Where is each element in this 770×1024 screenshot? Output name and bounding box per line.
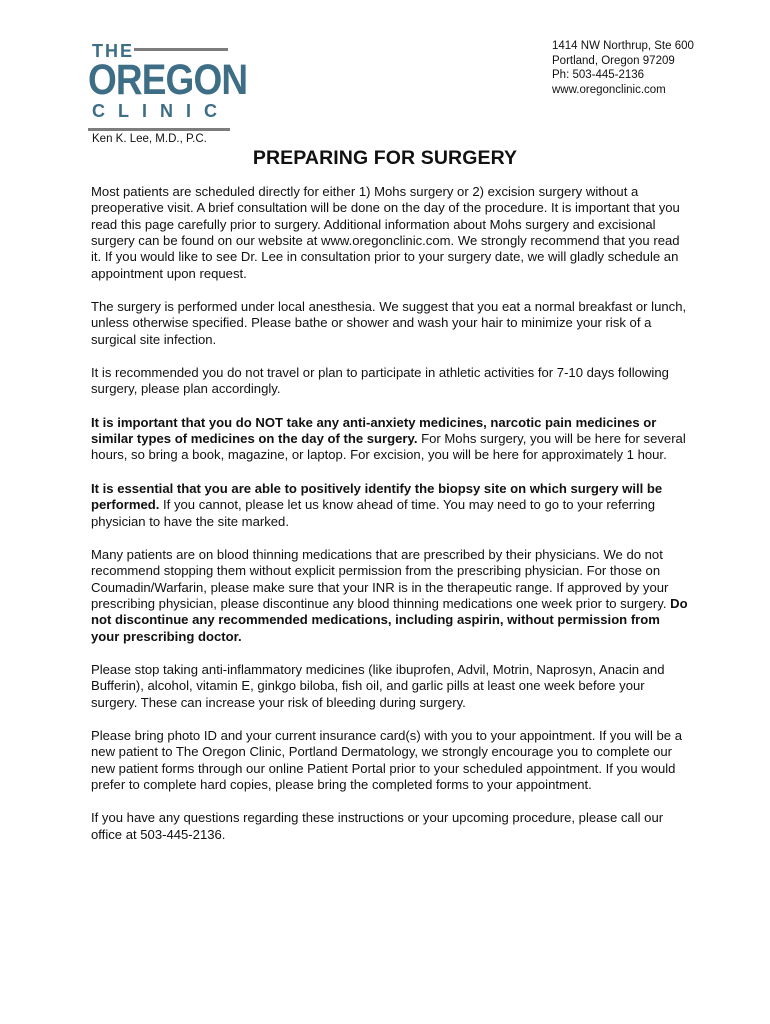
logo-oregon-text: OREGON [88, 56, 248, 104]
document-body [91, 184, 691, 860]
paragraph-biopsy-site-rest: If you cannot, please let us know ahead of time. You may need to go to your referring physician to have the site marked. [91, 497, 656, 529]
address-city: Portland, Oregon 97209 [552, 54, 675, 67]
paragraph-medicines-bold: It is important that you do NOT take any anti-anxiety medicines, narcotic pain medicines or similar types of medicines on the day of the surgery. [91, 414, 657, 447]
paragraph-medicines-rest: For Mohs surgery, you will be here for several hours, so bring a book, magazine, or laptop. For excision, you will be here for approximately 1 hour. [91, 431, 686, 463]
paragraph-blood-thinners-bold: Do not discontinue any recommended medications, including aspirin, without permission from your prescribing doctor. [91, 595, 688, 644]
clinic-logo [88, 41, 248, 134]
logo-bottom-rule [88, 128, 230, 131]
paragraph-biopsy-site [91, 481, 691, 530]
paragraph-travel: It is recommended you do not travel or plan to participate in athletic activities for 7-10 days following surgery, please plan accordingly. [91, 365, 669, 397]
paragraph-blood-thinners [91, 547, 691, 645]
paragraph-anti-inflammatory: Please stop taking anti-inflammatory medicines (like ibuprofen, Advil, Motrin, Naprosyn, Anacin and Bufferin), alcohol, vitamin E, ginkgo biloba, fish oil, and garlic pills at least one week before your surgery. These can increase your risk of bleeding during surgery. [91, 661, 665, 710]
logo-clinic-text: CLINIC [92, 101, 230, 121]
address-phone: Ph: 503-445-2136 [552, 69, 645, 81]
paragraph-questions: If you have any questions regarding these instructions or your upcoming procedure, please call our office at 503-445-2136. [91, 810, 664, 842]
paragraph-anesthesia: The surgery is performed under local anesthesia. We suggest that you eat a normal breakfast or lunch, unless otherwise specified. Please bathe or shower and wash your hair to minimize your risk of a surgical site infection. [91, 299, 687, 347]
paragraph-blood-thinners-text: Many patients are on blood thinning medications that are prescribed by their physicians. We do not recommend stopping them without explicit permission from the prescribing physician. For those on Coumadin/Warfarin, please make sure that your INR is in the therapeutic range. If approved by your prescribing physician, please discontinue any blood thinning medications one week prior to surgery. [91, 546, 671, 611]
address-website: www.oregonclinic.com [552, 83, 666, 96]
paragraph-medicines [91, 415, 691, 464]
clinic-address-block [552, 39, 694, 97]
address-street: 1414 NW Northrup, Ste 600 [552, 40, 694, 52]
paragraph-intro: Most patients are scheduled directly for either 1) Mohs surgery or 2) excision surgery without a preoperative visit. A brief consultation will be done on the day of the procedure. It is important that you read this page carefully prior to surgery. Additional information about Mohs surgery and excisional surgery can be found on our website at www.oregonclinic.com. We strongly recommend that you read it. If you would like to see Dr. Lee in consultation prior to your surgery date, we will gladly schedule an appointment upon request. [91, 184, 680, 281]
paragraph-photo-id: Please bring photo ID and your current insurance card(s) with you to your appointment. If you will be a new patient to The Oregon Clinic, Portland Dermatology, we strongly encourage you to complete our new patient forms through our online Patient Portal prior to your scheduled appointment. If you would prefer to complete hard copies, please bring the completed forms to your appointment. [91, 727, 682, 792]
page-title: PREPARING FOR SURGERY [252, 147, 518, 169]
logo-the-text: THE [92, 41, 134, 61]
doctor-name: Ken K. Lee, M.D., P.C. [92, 133, 207, 145]
logo-top-rule [134, 48, 228, 51]
paragraph-biopsy-site-bold: It is essential that you are able to positively identify the biopsy site on which surgery will be performed. [91, 480, 663, 513]
